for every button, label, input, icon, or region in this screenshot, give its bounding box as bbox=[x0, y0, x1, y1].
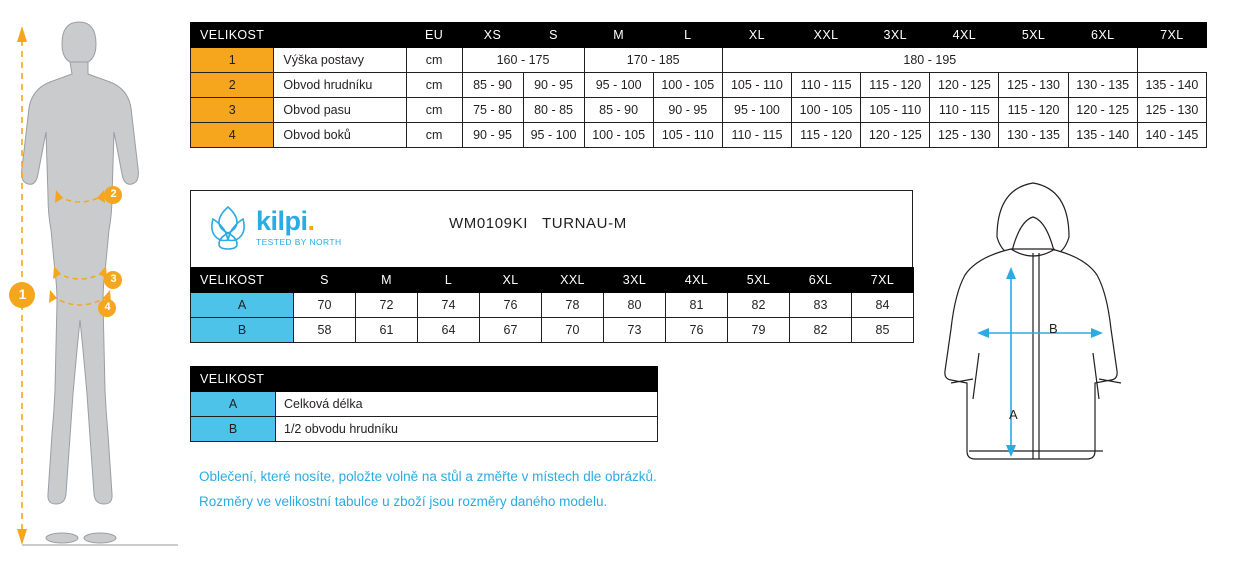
row-index: 4 bbox=[191, 123, 274, 148]
cell: 115 - 120 bbox=[999, 98, 1068, 123]
row-unit: cm bbox=[406, 48, 462, 73]
cell: 84 bbox=[852, 293, 914, 318]
cell-height-span-3: 180 - 195 bbox=[722, 48, 1137, 73]
figure-marker-4-label: 4 bbox=[104, 301, 111, 313]
legend-desc-a: Celková délka bbox=[276, 392, 658, 417]
table-row bbox=[191, 392, 658, 417]
cell: 70 bbox=[294, 293, 356, 318]
row-index: 2 bbox=[191, 73, 274, 98]
table-header-row bbox=[191, 367, 658, 392]
col-header-eu: EU bbox=[406, 23, 462, 48]
cell: 81 bbox=[666, 293, 728, 318]
cell: 135 - 140 bbox=[1068, 123, 1137, 148]
body-figure-panel bbox=[0, 0, 190, 587]
col-header-m: M bbox=[584, 23, 653, 48]
brand-tagline: TESTED BY NORTH bbox=[256, 236, 342, 247]
table-row bbox=[191, 48, 1207, 73]
col-header-xs: XS bbox=[462, 23, 523, 48]
col-header-blank bbox=[274, 23, 406, 48]
table-row bbox=[191, 293, 914, 318]
row-unit: cm bbox=[406, 98, 462, 123]
row-label: Obvod hrudníku bbox=[274, 73, 406, 98]
col-header-l: L bbox=[653, 23, 722, 48]
cell-height-span-1: 160 - 175 bbox=[462, 48, 584, 73]
figure-marker-2-label: 2 bbox=[110, 188, 117, 200]
col-header-xxl: XXL bbox=[542, 268, 604, 293]
legend-label-b: B bbox=[191, 417, 276, 442]
cell: 125 - 130 bbox=[930, 123, 999, 148]
col-header-3xl: 3XL bbox=[861, 23, 930, 48]
cell: 110 - 115 bbox=[722, 123, 791, 148]
cell: 64 bbox=[418, 318, 480, 343]
note-line-2: Rozměry ve velikostní tabulce u zboží jsou rozměry daného modelu. bbox=[199, 494, 608, 509]
cell: 90 - 95 bbox=[653, 98, 722, 123]
product-code: WM0109KI bbox=[449, 215, 528, 232]
col-header-6xl: 6XL bbox=[790, 268, 852, 293]
col-header-velikost: VELIKOST bbox=[191, 23, 274, 48]
notes-block bbox=[199, 464, 657, 514]
cell: 83 bbox=[790, 293, 852, 318]
cell: 105 - 110 bbox=[861, 98, 930, 123]
cell: 100 - 105 bbox=[792, 98, 861, 123]
row-label: Obvod boků bbox=[274, 123, 406, 148]
legend-label-a: A bbox=[191, 392, 276, 417]
height-arrow-top bbox=[17, 26, 27, 42]
figure-foot-left bbox=[46, 533, 78, 543]
cell: 105 - 110 bbox=[722, 73, 791, 98]
cell: 105 - 110 bbox=[653, 123, 722, 148]
col-header-3xl: 3XL bbox=[604, 268, 666, 293]
table-row bbox=[191, 98, 1207, 123]
cell: 76 bbox=[480, 293, 542, 318]
col-header-s: S bbox=[523, 23, 584, 48]
cell: 115 - 120 bbox=[792, 123, 861, 148]
jacket-panel bbox=[925, 175, 1155, 495]
cell: 110 - 115 bbox=[930, 98, 999, 123]
jacket-illustration bbox=[925, 175, 1155, 495]
col-header-blank bbox=[276, 367, 658, 392]
cell: 82 bbox=[728, 293, 790, 318]
col-header-xl: XL bbox=[480, 268, 542, 293]
cell: 85 - 90 bbox=[462, 73, 523, 98]
cell: 100 - 105 bbox=[584, 123, 653, 148]
cell: 135 - 140 bbox=[1137, 73, 1206, 98]
product-block bbox=[190, 190, 913, 343]
col-header-l: L bbox=[418, 268, 480, 293]
table-row bbox=[191, 417, 658, 442]
cell: 80 - 85 bbox=[523, 98, 584, 123]
cell: 115 - 120 bbox=[861, 73, 930, 98]
col-header-4xl: 4XL bbox=[666, 268, 728, 293]
cell: 120 - 125 bbox=[861, 123, 930, 148]
row-label: Výška postavy bbox=[274, 48, 406, 73]
cell: 85 - 90 bbox=[584, 98, 653, 123]
cell: 100 - 105 bbox=[653, 73, 722, 98]
cell: 80 bbox=[604, 293, 666, 318]
cell: 67 bbox=[480, 318, 542, 343]
product-code-name bbox=[449, 215, 627, 232]
cell: 73 bbox=[604, 318, 666, 343]
col-header-velikost: VELIKOST bbox=[191, 367, 276, 392]
row-label: Obvod pasu bbox=[274, 98, 406, 123]
body-size-table bbox=[190, 22, 1207, 148]
cell: 125 - 130 bbox=[999, 73, 1068, 98]
figure-marker-3-label: 3 bbox=[110, 273, 117, 285]
cell: 130 - 135 bbox=[999, 123, 1068, 148]
cell: 90 - 95 bbox=[523, 73, 584, 98]
col-header-5xl: 5XL bbox=[999, 23, 1068, 48]
table-header-row bbox=[191, 268, 914, 293]
product-header bbox=[190, 190, 913, 267]
cell: 61 bbox=[356, 318, 418, 343]
cell: 82 bbox=[790, 318, 852, 343]
cell: 76 bbox=[666, 318, 728, 343]
col-header-xxl: XXL bbox=[792, 23, 861, 48]
figure-marker-1-label: 1 bbox=[18, 286, 27, 302]
brand-name: kilpi. bbox=[256, 205, 315, 236]
col-header-s: S bbox=[294, 268, 356, 293]
cell: 130 - 135 bbox=[1068, 73, 1137, 98]
row-unit: cm bbox=[406, 123, 462, 148]
cell: 95 - 100 bbox=[523, 123, 584, 148]
table-row bbox=[191, 73, 1207, 98]
brand-dot: . bbox=[307, 205, 315, 236]
jacket-label-a: A bbox=[1009, 407, 1018, 422]
col-header-6xl: 6XL bbox=[1068, 23, 1137, 48]
table-header-row bbox=[191, 23, 1207, 48]
row-label-b: B bbox=[191, 318, 294, 343]
row-label-a: A bbox=[191, 293, 294, 318]
cell: 58 bbox=[294, 318, 356, 343]
cell: 74 bbox=[418, 293, 480, 318]
figure-foot-right bbox=[84, 533, 116, 543]
table-row bbox=[191, 123, 1207, 148]
cell: 79 bbox=[728, 318, 790, 343]
cell: 110 - 115 bbox=[792, 73, 861, 98]
jacket-label-b: B bbox=[1049, 321, 1058, 336]
cell: 70 bbox=[542, 318, 604, 343]
cell: 95 - 100 bbox=[722, 98, 791, 123]
col-header-4xl: 4XL bbox=[930, 23, 999, 48]
cell: 72 bbox=[356, 293, 418, 318]
cell: 120 - 125 bbox=[930, 73, 999, 98]
col-header-7xl: 7XL bbox=[1137, 23, 1206, 48]
kilpi-leaf-icon bbox=[207, 203, 249, 251]
cell: 90 - 95 bbox=[462, 123, 523, 148]
cell: 125 - 130 bbox=[1137, 98, 1206, 123]
legend-desc-b: 1/2 obvodu hrudníku bbox=[276, 417, 658, 442]
cell-height-span-2: 170 - 185 bbox=[584, 48, 722, 73]
col-header-xl: XL bbox=[722, 23, 791, 48]
table-row bbox=[191, 318, 914, 343]
kilpi-logo bbox=[207, 203, 342, 251]
row-index: 3 bbox=[191, 98, 274, 123]
product-size-table bbox=[190, 267, 914, 343]
note-line-1: Oblečení, které nosíte, položte volně na stůl a změřte v místech dle obrázků. bbox=[199, 469, 657, 484]
cell: 85 bbox=[852, 318, 914, 343]
col-header-5xl: 5XL bbox=[728, 268, 790, 293]
col-header-velikost: VELIKOST bbox=[191, 268, 294, 293]
cell: 120 - 125 bbox=[1068, 98, 1137, 123]
row-index: 1 bbox=[191, 48, 274, 73]
cell: 78 bbox=[542, 293, 604, 318]
height-arrow-bottom bbox=[17, 529, 27, 545]
product-name: TURNAU-M bbox=[542, 215, 627, 232]
legend-table bbox=[190, 366, 658, 442]
cell: 95 - 100 bbox=[584, 73, 653, 98]
col-header-m: M bbox=[356, 268, 418, 293]
cell: 140 - 145 bbox=[1137, 123, 1206, 148]
cell: 75 - 80 bbox=[462, 98, 523, 123]
col-header-7xl: 7XL bbox=[852, 268, 914, 293]
row-unit: cm bbox=[406, 73, 462, 98]
